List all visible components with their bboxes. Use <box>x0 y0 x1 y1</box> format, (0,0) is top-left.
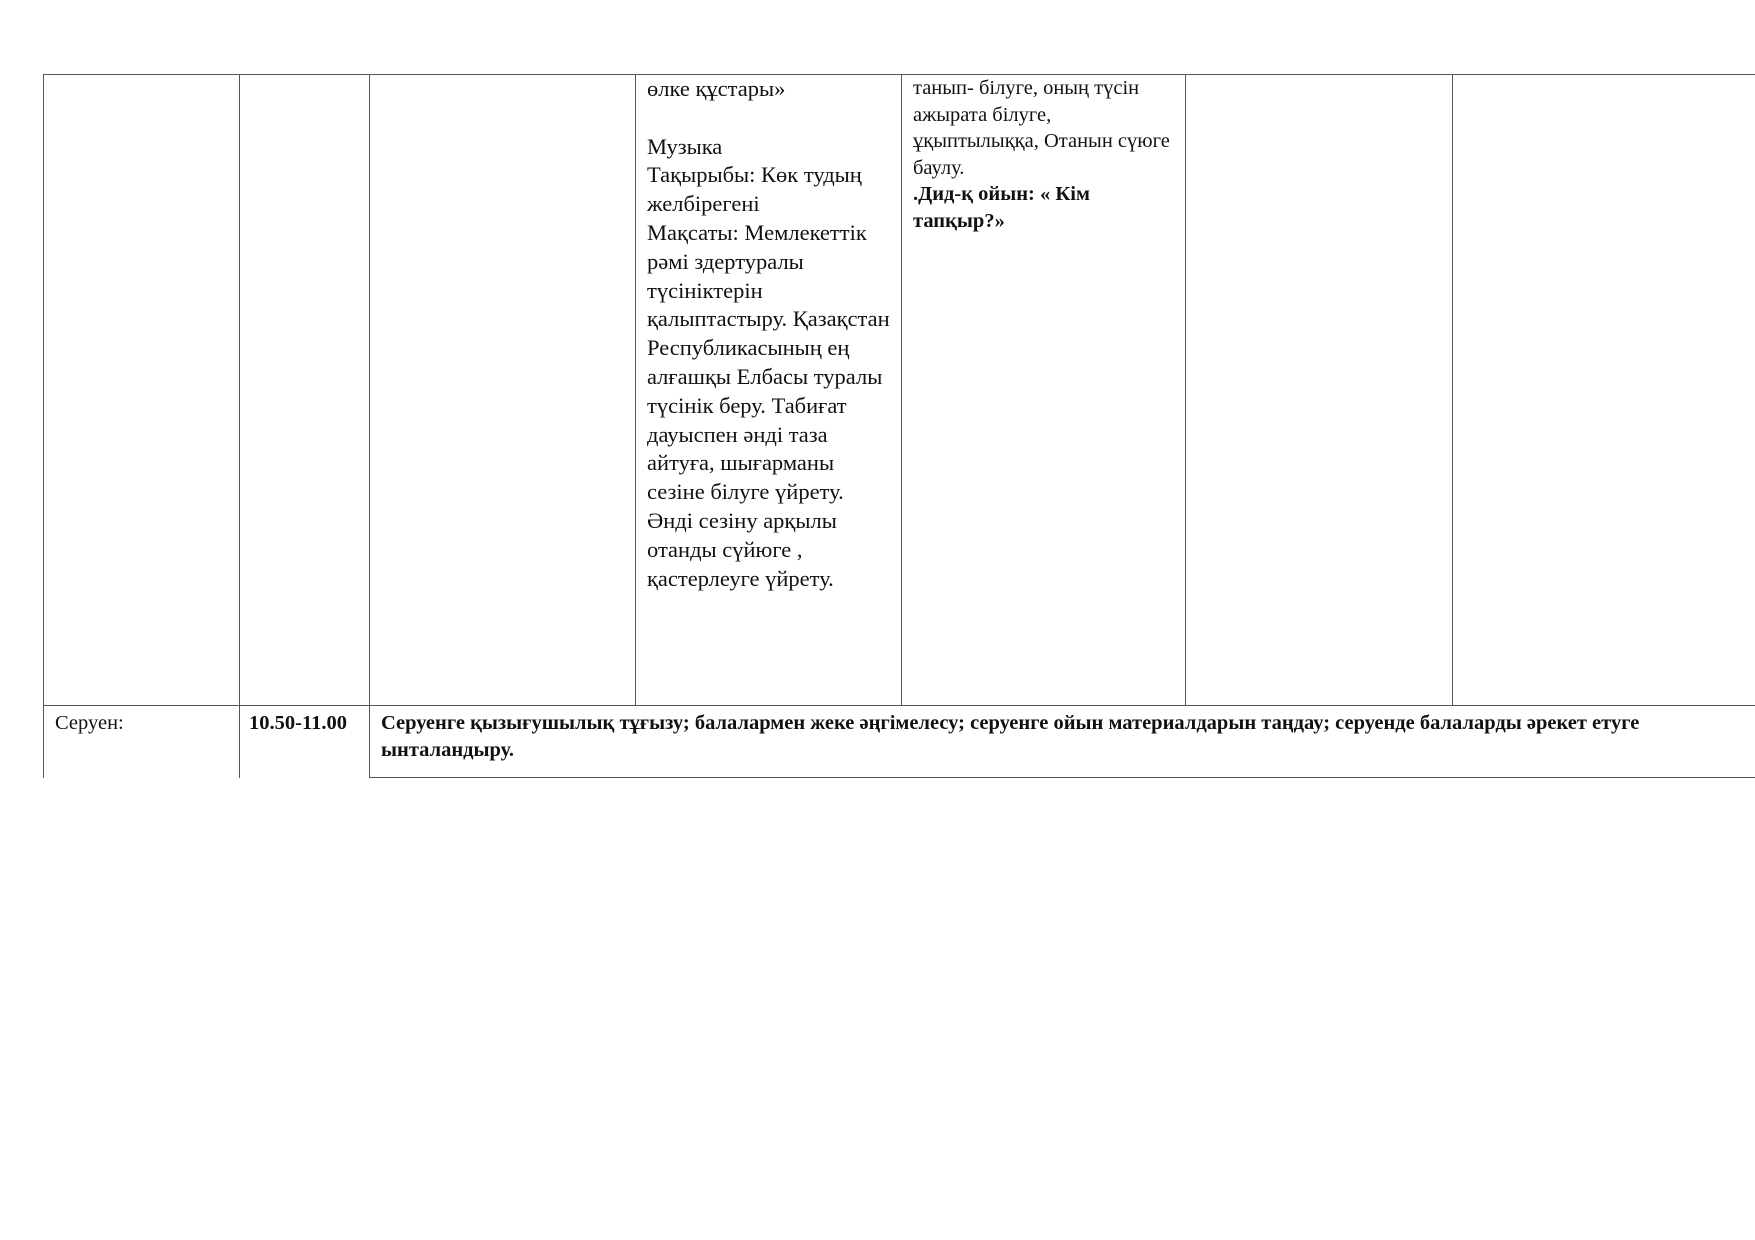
walk-time: 10.50-11.00 <box>249 712 347 734</box>
schedule-table <box>43 74 1755 778</box>
goal-cell <box>902 75 1186 706</box>
walk-description-cell <box>370 706 1755 778</box>
music-lesson-cell <box>636 75 902 706</box>
cell-empty <box>1453 75 1755 706</box>
cell-empty <box>1186 75 1453 706</box>
cell-empty <box>44 75 240 706</box>
cell-empty <box>370 75 636 706</box>
walk-label-cell <box>44 706 240 778</box>
walk-description: Серуенге қызығушылық тұғызу; балалармен жеке әңгімелесу; серуенге ойын материалдарын таңдау; серуенде балаларды әрекет етуге ынталандыру. <box>381 712 1640 761</box>
table-row <box>44 75 1755 706</box>
walk-label: Серуен: <box>55 712 124 734</box>
cell-empty <box>240 75 370 706</box>
music-lesson-text: өлке құстары» Музыка Тақырыбы: Көк тудың желбірегені Мақсаты: Мемлекеттік рәмі здертуралы түсініктерін қалыптастыру. Қазақстан Республикасының ең алғашқы Елбасы туралы түсінік беру. Табиғат дауыспен әнді таза айтуға, шығарманы сезіне білуге үйрету. Әнді сезіну арқылы отанды сүйюге , қастерлеуге үйрету. <box>647 76 890 591</box>
walk-time-cell <box>240 706 370 778</box>
didactic-game-text: .Дид-қ ойын: « Кім тапқыр?» <box>913 183 1090 232</box>
table-row <box>44 706 1755 778</box>
goal-text: танып- білуге, оның түсін ажырата білуге, ұқыптылыққа, Отанын сүюге баулу. <box>913 77 1170 179</box>
